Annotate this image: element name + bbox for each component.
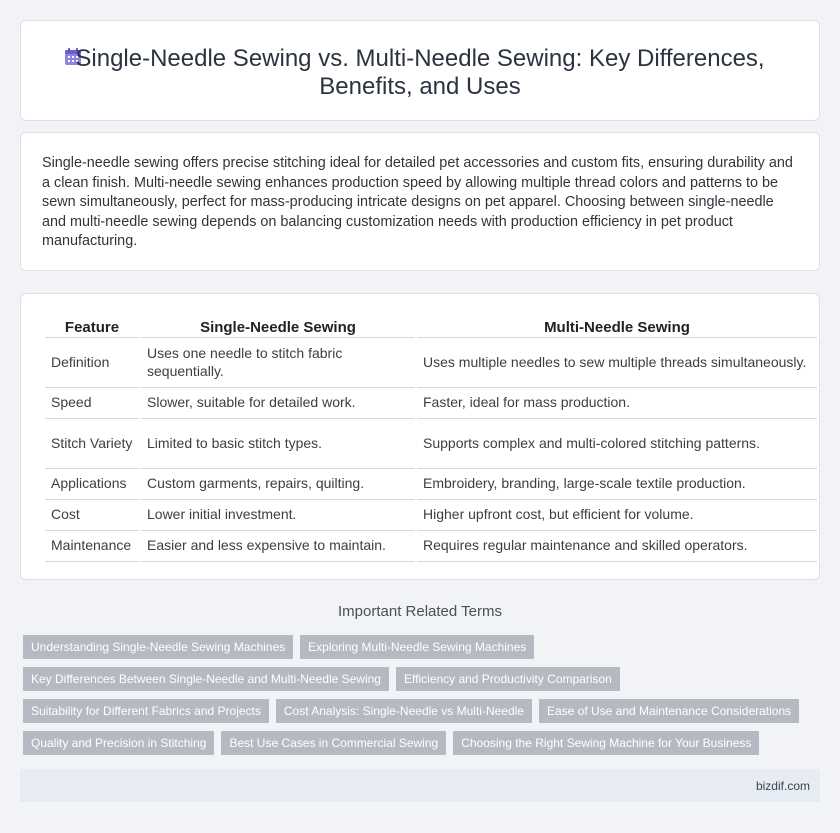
feature-cell: Maintenance [45,531,139,562]
related-tag[interactable]: Cost Analysis: Single-Needle vs Multi-Needle [276,699,532,723]
footer-bar [20,769,820,802]
related-tag[interactable]: Choosing the Right Sewing Machine for Your Business [453,731,759,755]
table-row [45,531,817,562]
related-tags-row-1 [23,635,541,659]
intro-paragraph: Single-needle sewing offers precise stitching ideal for detailed pet accessories and custom fits, ensuring durability and a clean finish. Multi-needle sewing enhances production speed by allowing multiple thread colors and patterns to be sewn simultaneously, perfect for mass-producing intricate designs on pet apparel. Choosing between single-needle and multi-needle sewing depends on balancing customization needs with production efficiency in pet product manufacturing. [42,155,793,249]
single-needle-cell: Easier and less expensive to maintain. [141,531,415,562]
comparison-table [43,314,819,562]
header-multi-needle: Multi-Needle Sewing [417,314,817,338]
multi-needle-cell: Embroidery, branding, large-scale textile production. [417,469,817,500]
related-tags-row-3 [23,699,806,723]
title-card [20,20,820,121]
table-row [45,338,817,388]
table-header-row [45,314,817,338]
related-tag[interactable]: Quality and Precision in Stitching [23,731,214,755]
footer-site-link[interactable]: bizdif.com [755,779,810,793]
comparison-card [20,293,820,580]
related-tag[interactable]: Key Differences Between Single-Needle and Multi-Needle Sewing [23,667,389,691]
related-tags-row-4 [23,731,766,755]
multi-needle-cell: Faster, ideal for mass production. [417,388,817,419]
related-tag[interactable]: Efficiency and Productivity Comparison [396,667,620,691]
related-tag[interactable]: Understanding Single-Needle Sewing Machines [23,635,293,659]
intro-card [20,132,820,271]
related-tag[interactable]: Best Use Cases in Commercial Sewing [221,731,446,755]
header-single-needle: Single-Needle Sewing [141,314,415,338]
related-terms-heading: Important Related Terms [338,603,502,620]
page-title: Single-Needle Sewing vs. Multi-Needle Sewing: Key Differences, Benefits, and Uses [75,45,765,100]
feature-cell: Speed [45,388,139,419]
feature-cell: Cost [45,500,139,531]
header-feature: Feature [45,314,139,338]
multi-needle-cell: Requires regular maintenance and skilled operators. [417,531,817,562]
table-row [45,469,817,500]
feature-cell: Applications [45,469,139,500]
related-tags-row-2 [23,667,627,691]
related-tag[interactable]: Suitability for Different Fabrics and Projects [23,699,269,723]
multi-needle-cell: Uses multiple needles to sew multiple threads simultaneously. [417,338,817,388]
single-needle-cell: Limited to basic stitch types. [141,419,415,469]
multi-needle-cell: Supports complex and multi-colored stitching patterns. [417,419,817,469]
single-needle-cell: Lower initial investment. [141,500,415,531]
table-row [45,388,817,419]
related-tag[interactable]: Exploring Multi-Needle Sewing Machines [300,635,534,659]
related-tag[interactable]: Ease of Use and Maintenance Considerations [539,699,799,723]
single-needle-cell: Slower, suitable for detailed work. [141,388,415,419]
single-needle-cell: Custom garments, repairs, quilting. [141,469,415,500]
feature-cell: Definition [45,338,139,388]
single-needle-cell: Uses one needle to stitch fabric sequentially. [141,338,415,388]
table-row [45,500,817,531]
table-row [45,419,817,469]
feature-cell: Stitch Variety [45,419,139,469]
multi-needle-cell: Higher upfront cost, but efficient for volume. [417,500,817,531]
